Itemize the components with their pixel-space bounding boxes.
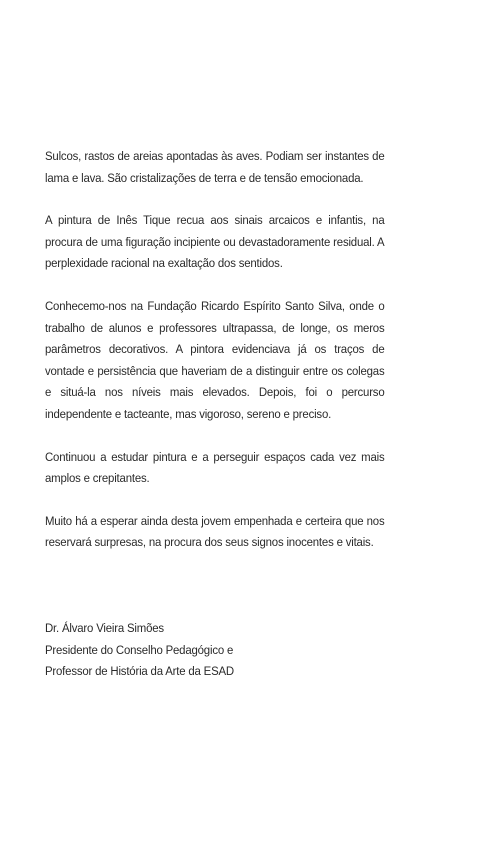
signature-role-1: Presidente do Conselho Pedagógico e xyxy=(45,642,234,657)
signature-name: Dr. Álvaro Vieira Simões xyxy=(45,621,164,635)
paragraph-1: Sulcos, rastos de areias apontadas às aves. Podiam ser instantes de lama e lava. São cristalizações de terra e de tensão emocionada. xyxy=(45,149,385,185)
document-body xyxy=(45,146,385,554)
paragraph-3: Conhecemo-nos na Fundação Ricardo Espírito Santo Silva, onde o trabalho de alunos e professores ultrapassa, de longe, os meros parâmetros decorativos. A pintora evidenciava já os traços de vontade e persistência que haveriam de a distinguir entre os colegas e situá-la nos níveis mais elevados. Depois, foi o percurso independente e tacteante, mas vigoroso, sereno e preciso. xyxy=(45,298,385,421)
paragraph-2: A pintura de Inês Tique recua aos sinais arcaicos e infantis, na procura de uma figuração incipiente ou devastadoramente residual. A perplexidade racional na exaltação dos sentidos. xyxy=(45,213,385,271)
paragraph-5: Muito há a esperar ainda desta jovem empenhada e certeira que nos reservará surpresas, na procura dos seus signos inocentes e vitais. xyxy=(45,513,385,550)
signature-role-2: Professor de História da Arte da ESAD xyxy=(45,664,234,679)
signature-block xyxy=(45,618,376,683)
paragraph-4: Continuou a estudar pintura e a perseguir espaços cada vez mais amplos e crepitantes. xyxy=(45,449,385,486)
